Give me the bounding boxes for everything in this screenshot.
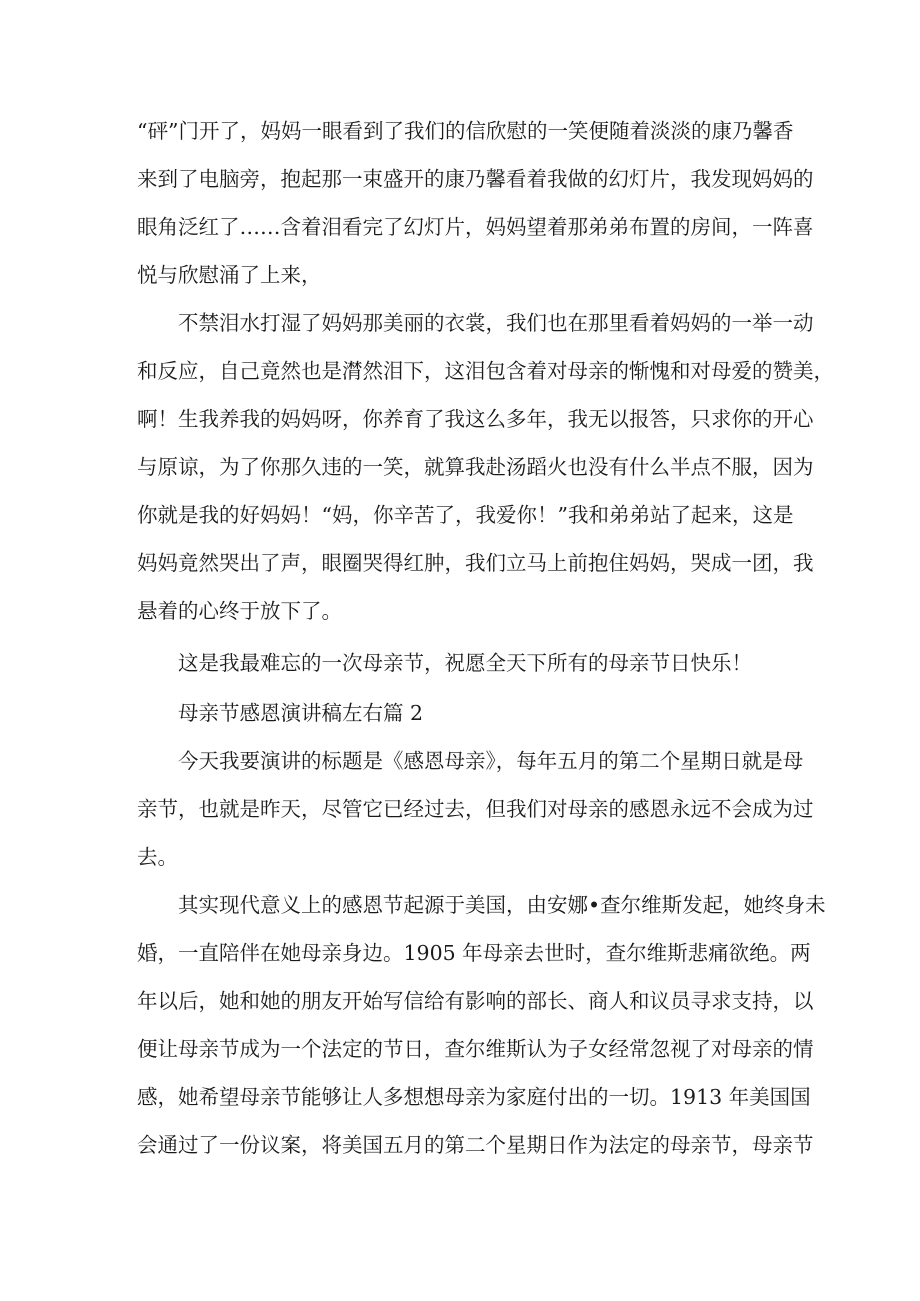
text-line: 婚，一直陪伴在她母亲身边。1905 年母亲去世时，查尔维斯悲痛欲绝。两 [137,941,811,965]
text-line: “砰”门开了，妈妈一眼看到了我们的信欣慰的一笑便随着淡淡的康乃馨香 [137,119,794,143]
text-line: 与原谅，为了你那久违的一笑，就算我赴汤蹈火也没有什么半点不服，因为 [137,455,814,479]
text-line: 来到了电脑旁，抱起那一束盛开的康乃馨看着我做的幻灯片，我发现妈妈的 [137,167,814,191]
text-line: 啊！生我养我的妈妈呀，你养育了我这么多年，我无以报答，只求你的开心 [137,407,814,431]
text-line: 年以后，她和她的朋友开始写信给有影响的部长、商人和议员寻求支持，以 [137,989,814,1013]
text-line: 会通过了一份议案，将美国五月的第二个星期日作为法定的母亲节，母亲节 [137,1133,814,1157]
text-line: 今天我要演讲的标题是《感恩母亲》，每年五月的第二个星期日就是母 [178,749,804,773]
text-line: 去。 [137,845,178,869]
text-line: 和反应，自己竟然也是潸然泪下，这泪包含着对母亲的惭愧和对母爱的赞美， [137,359,834,383]
text-line: 便让母亲节成为一个法定的节日，查尔维斯认为子女经常忽视了对母亲的情 [137,1037,814,1061]
heading-text: 母亲节感恩演讲稿左右篇 2 [178,701,424,725]
text-line: 亲节，也就是昨天，尽管它已经过去，但我们对母亲的感恩永远不会成为过 [137,797,814,821]
text-line: 妈妈竟然哭出了声，眼圈哭得红肿，我们立马上前抱住妈妈，哭成一团，我 [137,551,814,575]
text-line: 悬着的心终于放下了。 [137,599,342,623]
text-line: 感，她希望母亲节能够让人多想想母亲为家庭付出的一切。1913 年美国国 [137,1085,811,1109]
text-line: 你就是我的好妈妈！“妈，你辛苦了，我爱你！”我和弟弟站了起来，这是 [137,503,794,527]
text-line: 不禁泪水打湿了妈妈那美丽的衣裳，我们也在那里看着妈妈的一举一动 [178,311,814,335]
text-line: 眼角泛红了……含着泪看完了幻灯片，妈妈望着那弟弟布置的房间，一阵喜 [137,215,814,239]
text-line: 悦与欣慰涌了上来， [137,263,322,287]
text-line: 其实现代意义上的感恩节起源于美国，由安娜•查尔维斯发起，她终身未 [178,893,826,917]
text-line: 这是我最难忘的一次母亲节，祝愿全天下所有的母亲节日快乐！ [178,651,752,675]
